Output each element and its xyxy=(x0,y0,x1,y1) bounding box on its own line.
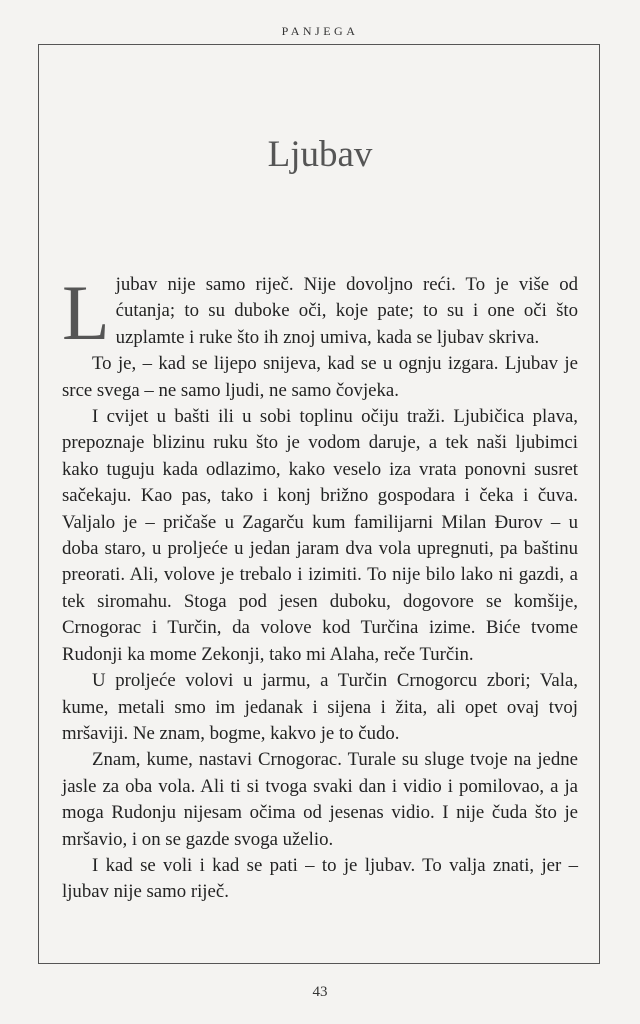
paragraph: I kad se voli i kad se pati – to je ljubav. To valja znati, jer – ljubav nije samo riječ. xyxy=(62,854,578,903)
paragraph xyxy=(62,269,578,356)
paragraph: U proljeće volovi u jarmu, a Turčin Crnogorcu zbori; Vala, kume, metali smo im jedanak i sijena i žita, ali opet ovaj tvoj mršaviji. Ne znam, bogme, kakvo je to čudo. xyxy=(62,670,578,744)
page-number: 43 xyxy=(312,984,328,1000)
running-header: PANJEGA xyxy=(281,24,359,38)
paragraph: Znam, kume, nastavi Crnogorac. Turale su sluge tvoje na jedne jasle za oba vola. Ali ti si tvoga svaki dan i vidio i pomilovao, a ja moga Rudonju nijesam očima od jesenas vidio. I nije čuda što je mršavio, i on se gazde svoga uželio. xyxy=(62,749,578,850)
paragraph: To je, – kad se lijepo snijeva, kad se u ognju izgara. Ljubav je srce svega – ne samo ljudi, ne samo čovjeka. xyxy=(62,353,578,401)
page-title: Ljubav xyxy=(267,133,373,175)
paragraph: I cvijet u bašti ili u sobi toplinu očiju traži. Ljubičica plava, prepoznaje blizinu ruku što je vodom daruje, a tek naši ljubimci kako tuguju kada odlazimo, kako veselo iza vrata ponovni susret sačekaju. Kao pas, tako i konj brižno gospodara i čeka i čuva. Valjalo je – pričaše u Zagarču kum familijarni Milan Đurov – u doba staro, u proljeće u jedan jaram dva vola upregnuti, pa baštinu preorati. Ali, volove je trebalo i izimiti. To nije bilo lako ni gazdi, a tek siromahu. Stoga pod jesen duboku, dogovore se komšije, Crnogorac i Turčin, da volove kod Turčina izime. Biće tvome Rudonji ka mome Zekonji, tako mi Alaha, reče Turčin. xyxy=(62,406,578,665)
drop-cap: L xyxy=(62,269,110,356)
paragraph-text: jubav nije samo riječ. Nije dovoljno reći. To je više od ćutanja; to su duboke oči, koje pate; to su i one oči što uzplamte i ruke što ih znoj umiva, kada se ljubav skriva. xyxy=(115,274,578,348)
body-text xyxy=(62,269,578,906)
